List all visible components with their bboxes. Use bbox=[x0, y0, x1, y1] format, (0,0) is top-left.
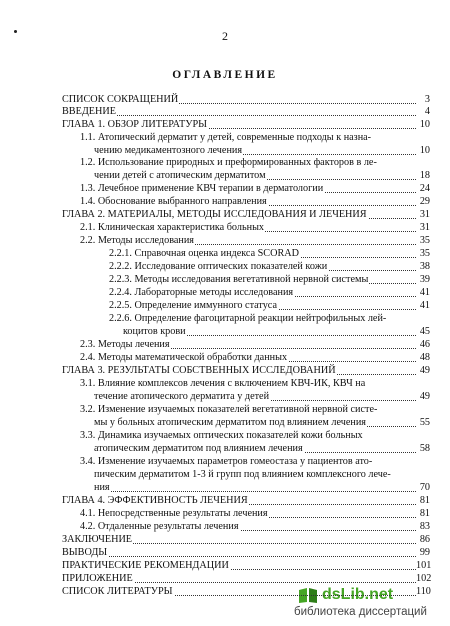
toc-title: ОГЛАВЛЕНИЕ bbox=[172, 69, 278, 81]
toc-entry-text: 2.4. Методы математической обработки данных bbox=[80, 352, 288, 363]
toc-entry[interactable] bbox=[109, 261, 430, 273]
toc-page-number: 10 bbox=[416, 145, 430, 157]
toc-entry-text: 2.2.6. Определение фагоцитарной реакции нейтрофильных лей- bbox=[109, 313, 387, 324]
toc-page-number: 49 bbox=[416, 391, 430, 403]
toc-page-number: 45 bbox=[416, 326, 430, 338]
toc-page-number: 110 bbox=[416, 586, 431, 597]
toc-entry[interactable] bbox=[109, 248, 430, 260]
toc-page-number: 81 bbox=[416, 508, 430, 520]
toc-entry-continuation: чению медикаментозного лечения bbox=[94, 145, 243, 156]
toc-entry-continuation: коцитов крови bbox=[123, 326, 186, 337]
toc-entry[interactable] bbox=[80, 352, 430, 364]
toc-page-number: 83 bbox=[416, 521, 430, 533]
toc-page-number: 4 bbox=[416, 106, 430, 118]
toc-entry[interactable] bbox=[109, 287, 430, 299]
dot-leader bbox=[62, 556, 416, 557]
toc-page-number: 38 bbox=[416, 261, 430, 273]
toc-entry-text: СПИСОК ЛИТЕРАТУРЫ bbox=[62, 586, 173, 597]
toc-entry-text: 2.1. Клиническая характеристика больных bbox=[80, 222, 265, 233]
toc-page-number: 41 bbox=[416, 287, 430, 299]
toc-entry-text: 3.1. Влияние комплексов лечения с включением КВЧ-ИК, КВЧ на bbox=[80, 378, 366, 389]
toc-page-number: 99 bbox=[416, 547, 430, 559]
toc-page-number: 3 bbox=[416, 94, 430, 106]
dot-leader bbox=[94, 491, 416, 492]
toc-page-number: 31 bbox=[416, 222, 430, 234]
toc-entry[interactable] bbox=[80, 339, 430, 351]
toc-entry[interactable] bbox=[109, 274, 430, 286]
toc-entry-continuation: атопическим дерматитом под влиянием лечения bbox=[94, 443, 303, 454]
page-number: 2 bbox=[222, 29, 228, 43]
toc-entry-continuation: течение атопического дерматита у детей bbox=[94, 391, 270, 402]
toc-page-number: 55 bbox=[416, 417, 430, 429]
watermark-subtitle: библиотека диссертаций bbox=[294, 606, 427, 618]
toc-entry-text: 1.4. Обоснование выбранного направления bbox=[80, 196, 267, 207]
toc-entry-text: ГЛАВА 1. ОБЗОР ЛИТЕРАТУРЫ bbox=[62, 119, 208, 130]
toc-entry[interactable] bbox=[62, 547, 430, 559]
toc-page-number: 101 bbox=[416, 560, 432, 571]
toc-entry-text: 4.2. Отдаленные результаты лечения bbox=[80, 521, 239, 532]
toc-page-number: 35 bbox=[416, 248, 430, 260]
toc-entry-text: 3.4. Изменение изучаемых параметров гомеостаза у пациентов ато- bbox=[80, 456, 373, 467]
toc-page-number: 29 bbox=[416, 196, 430, 208]
toc-entry[interactable] bbox=[62, 365, 430, 377]
toc-entry-text: ПРАКТИЧЕСКИЕ РЕКОМЕНДАЦИИ bbox=[62, 560, 229, 571]
toc-entry[interactable] bbox=[80, 222, 430, 234]
toc-entry-text: 1.1. Атопический дерматит у детей, современные подходы к назна- bbox=[80, 132, 372, 143]
watermark-brand: dsLib.net bbox=[322, 586, 394, 603]
toc-entry[interactable] bbox=[80, 508, 430, 520]
toc-page-number: 46 bbox=[416, 339, 430, 351]
toc-entry[interactable] bbox=[94, 145, 430, 157]
toc-entry-text: 4.1. Непосредственные результаты лечения bbox=[80, 508, 268, 519]
toc-page-number: 18 bbox=[416, 170, 430, 182]
toc-entry-text: 2.2.1. Справочная оценка индекса SCORAD bbox=[109, 248, 299, 259]
toc-entry[interactable] bbox=[62, 573, 430, 585]
toc-entry[interactable] bbox=[62, 94, 430, 106]
toc-page-number: 48 bbox=[416, 352, 430, 364]
toc-entry[interactable] bbox=[94, 443, 430, 455]
toc-entry[interactable] bbox=[80, 235, 430, 247]
toc-entry[interactable] bbox=[62, 534, 430, 546]
toc-entry-text: 2.2. Методы исследования bbox=[80, 235, 194, 246]
toc-page-number: 24 bbox=[416, 183, 430, 195]
toc-entry-text: 2.3. Методы лечения bbox=[80, 339, 170, 350]
toc-entry-text: 2.2.2. Исследование оптических показателей кожи bbox=[109, 261, 328, 272]
toc-entry[interactable] bbox=[62, 106, 430, 118]
toc-entry[interactable] bbox=[80, 521, 430, 533]
toc-entry[interactable] bbox=[80, 196, 430, 208]
toc-entry-text: СПИСОК СОКРАЩЕНИЙ bbox=[62, 94, 179, 105]
toc-page-number: 31 bbox=[416, 209, 430, 221]
toc-entry-text: ГЛАВА 4. ЭФФЕКТИВНОСТЬ ЛЕЧЕНИЯ bbox=[62, 495, 248, 506]
toc-page-number: 35 bbox=[416, 235, 430, 247]
toc-entry[interactable] bbox=[62, 119, 430, 131]
toc-page-number: 81 bbox=[416, 495, 430, 507]
toc-entry-continuation: чении детей с атопическим дерматитом bbox=[94, 170, 266, 181]
toc-entry-text: 2.2.4. Лабораторные методы исследования bbox=[109, 287, 294, 298]
toc-entry[interactable] bbox=[94, 417, 430, 429]
toc-page-number: 102 bbox=[416, 573, 432, 584]
toc-entry-text: ВВЕДЕНИЕ bbox=[62, 106, 116, 117]
toc-entry-text: 1.3. Лечебное применение КВЧ терапии в дерматологии bbox=[80, 183, 324, 194]
toc-entry-text: 3.2. Изменение изучаемых показателей вегетативной нервной систе- bbox=[80, 404, 378, 415]
toc-page-number: 70 bbox=[416, 482, 430, 494]
toc-entry[interactable] bbox=[80, 183, 430, 195]
toc-entry[interactable] bbox=[62, 560, 430, 572]
toc-entry-text: 2.2.3. Методы исследования вегетативной нервной системы bbox=[109, 274, 369, 285]
toc-entry[interactable] bbox=[62, 495, 430, 507]
toc-page-number: 39 bbox=[416, 274, 430, 286]
toc-entry[interactable] bbox=[94, 391, 430, 403]
toc-entry[interactable] bbox=[62, 209, 430, 221]
toc-page-number: 49 bbox=[416, 365, 430, 377]
toc-page-number: 41 bbox=[416, 300, 430, 312]
toc-entry[interactable] bbox=[94, 482, 430, 494]
toc-entry-text: 1.2. Использование природных и преформированных факторов в ле- bbox=[80, 157, 377, 168]
toc-entry-continuation: ния bbox=[94, 482, 110, 493]
toc-entry[interactable] bbox=[94, 170, 430, 182]
toc-entry-continuation: пическим дерматитом 1-3 й групп под влиянием комплексного лече- bbox=[94, 469, 391, 480]
toc-entry[interactable] bbox=[123, 326, 430, 338]
toc-page-number: 86 bbox=[416, 534, 430, 546]
toc-entry-text: ВЫВОДЫ bbox=[62, 547, 108, 558]
toc-entry-text: 2.2.5. Определение иммунного статуса bbox=[109, 300, 277, 311]
toc-entry-continuation: мы у больных атопическим дерматитом под влиянием лечения bbox=[94, 417, 366, 428]
toc-entry-text: ПРИЛОЖЕНИЕ bbox=[62, 573, 133, 584]
toc-entry[interactable] bbox=[109, 300, 430, 312]
toc-page-number: 10 bbox=[416, 119, 430, 131]
toc-entry-text: 3.3. Динамика изучаемых оптических показателей кожи больных bbox=[80, 430, 363, 441]
toc-entry-text: ЗАКЛЮЧЕНИЕ bbox=[62, 534, 133, 545]
toc-page-number: 58 bbox=[416, 443, 430, 455]
toc-entry-text: ГЛАВА 3. РЕЗУЛЬТАТЫ СОБСТВЕННЫХ ИССЛЕДОВАНИЙ bbox=[62, 365, 336, 376]
toc-entry-text: ГЛАВА 2. МАТЕРИАЛЫ, МЕТОДЫ ИССЛЕДОВАНИЯ И ЛЕЧЕНИЯ bbox=[62, 209, 367, 220]
